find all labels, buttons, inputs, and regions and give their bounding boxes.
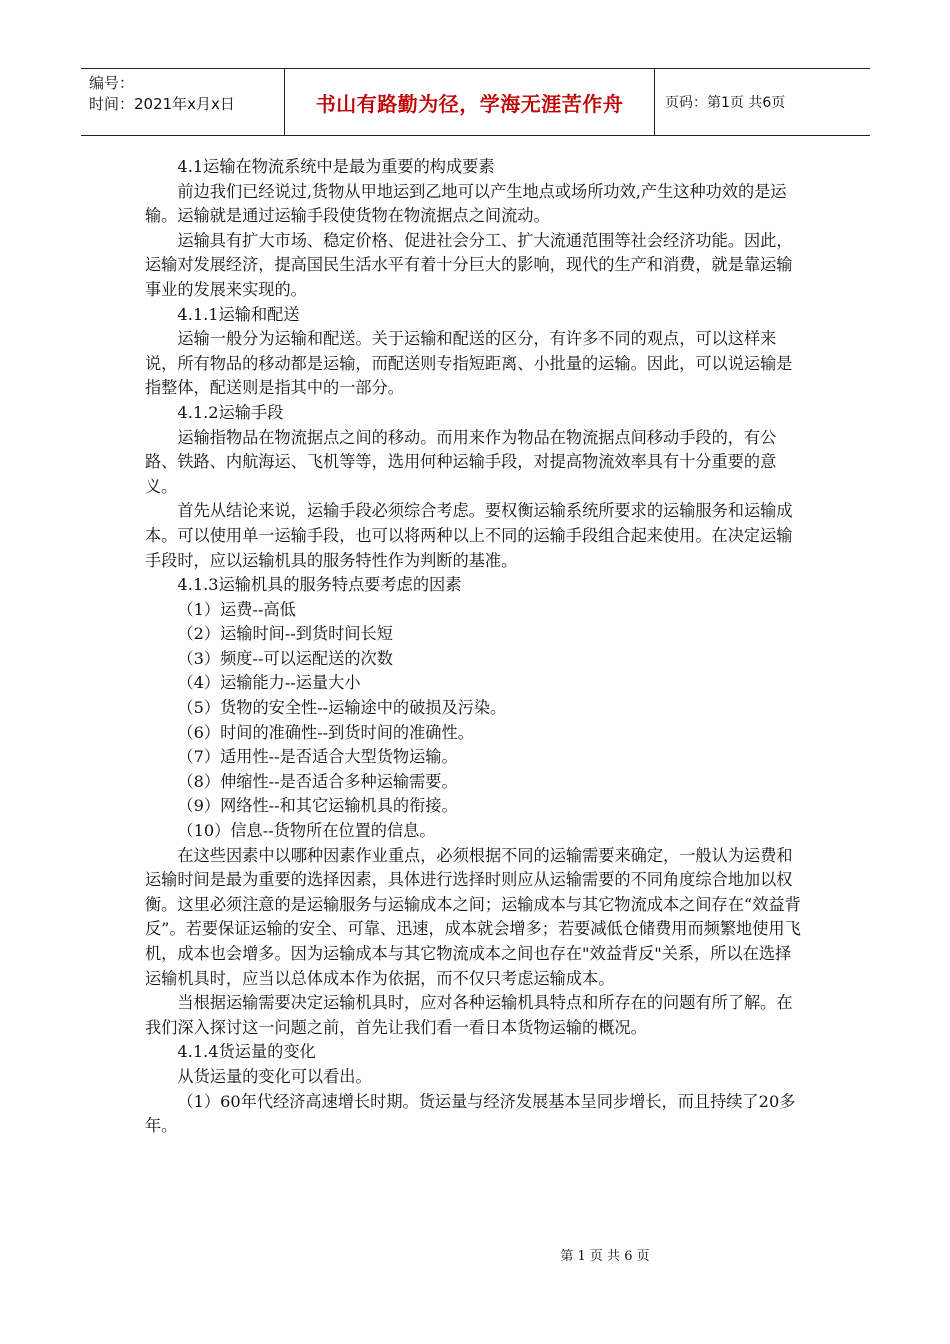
list-item: （8）伸缩性--是否适合多种运输需要。 (177, 771, 458, 791)
section-heading: 4.1.2运输手段 (177, 402, 284, 422)
section-heading: 4.1.3运输机具的服务特点要考虑的因素 (177, 575, 462, 595)
list-item: （2）运输时间--到货时间长短 (177, 624, 393, 644)
section-heading: 4.1运输在物流系统中是最为重要的构成要素 (177, 157, 495, 176)
list-item: （5）货物的安全性--运输途中的破损及污染。 (177, 698, 507, 718)
paragraph: 在这些因素中以哪种因素作业重点，必须根据不同的运输需要来确定，一般认为运费和运输时间是最为重要的选择因素，具体进行选择时则应从运输需要的不同角度综合地加以权衡。这里必须注意的是运输服务与运输成本之间；运输成本与其它物流成本之间存在“效益背反”。若要保证运输的安全、可靠、迅速，成本就会增多；若要减低仓储费用而频繁地使用飞机，成本也会增多。因为运输成本与其它物流成本之间也存在"效益背反"关系，所以在选择运输机具时，应当以总体成本作为依据，而不仅只考虑运输成本。 (145, 845, 801, 988)
list-item: （7）适用性--是否适合大型货物运输。 (177, 747, 458, 767)
section-heading: 4.1.4货运量的变化 (177, 1042, 316, 1062)
list-item: （10）信息--货物所在位置的信息。 (177, 821, 436, 841)
header-time: 时间：2021年x月x日 (89, 95, 235, 113)
header-meta (81, 69, 285, 135)
header-page-code: 页码：第1页 共6页 (665, 95, 786, 111)
list-item: （9）网络性--和其它运输机具的衔接。 (177, 796, 458, 816)
document-body (145, 155, 807, 1139)
paragraph: 运输指物品在物流据点之间的移动。而用来作为物品在物流据点间移动手段的，有公路、铁路、内航海运、飞机等等，选用何种运输手段，对提高物流效率具有十分重要的意义。 (145, 427, 777, 496)
header-number: 编号： (89, 74, 135, 92)
paragraph: 运输具有扩大市场、稳定价格、促进社会分工、扩大流通范围等社会经济功能。因此，运输对发展经济，提高国民生活水平有着十分巨大的影响，现代的生产和消费，就是靠运输事业的发展来实现的。 (145, 230, 793, 299)
page-footer: 第 1 页 共 6 页 (560, 1249, 650, 1264)
paragraph: 从货运量的变化可以看出。 (177, 1066, 372, 1086)
list-item: （4）运输能力--运量大小 (177, 673, 361, 693)
section-heading: 4.1.1运输和配送 (177, 304, 300, 324)
paragraph: 首先从结论来说，运输手段必须综合考虑。要权衡运输系统所要求的运输服务和运输成本。可以使用单一运输手段，也可以将两种以上不同的运输手段组合起来使用。在决定运输手段时，应以运输机具的服务特性作为判断的基准。 (145, 501, 793, 570)
paragraph: 当根据运输需要决定运输机具时，应对各种运输机具特点和所存在的问题有所了解。在我们深入探讨这一问题之前，首先让我们看一看日本货物运输的概况。 (145, 993, 793, 1037)
list-item: （1）运费--高低 (177, 599, 296, 619)
list-item: （6）时间的准确性--到货时间的准确性。 (177, 722, 474, 742)
paragraph: （1）60年代经济高速增长时期。货运量与经济发展基本呈同步增长，而且持续了20多年。 (145, 1091, 796, 1136)
paragraph: 运输一般分为运输和配送。关于运输和配送的区分，有许多不同的观点，可以这样来说，所有物品的移动都是运输，而配送则专指短距离、小批量的运输。因此，可以说运输是指整体，配送则是指其中的一部分。 (145, 329, 793, 398)
paragraph: 前边我们已经说过,货物从甲地运到乙地可以产生地点或场所功效,产生这种功效的是运输。运输就是通过运输手段使货物在物流据点之间流动。 (145, 181, 787, 226)
header-motto: 书山有路勤为径，学海无涯苦作舟 (285, 69, 655, 135)
list-item: （3）频度--可以运配送的次数 (177, 648, 393, 668)
page-header (81, 68, 870, 136)
